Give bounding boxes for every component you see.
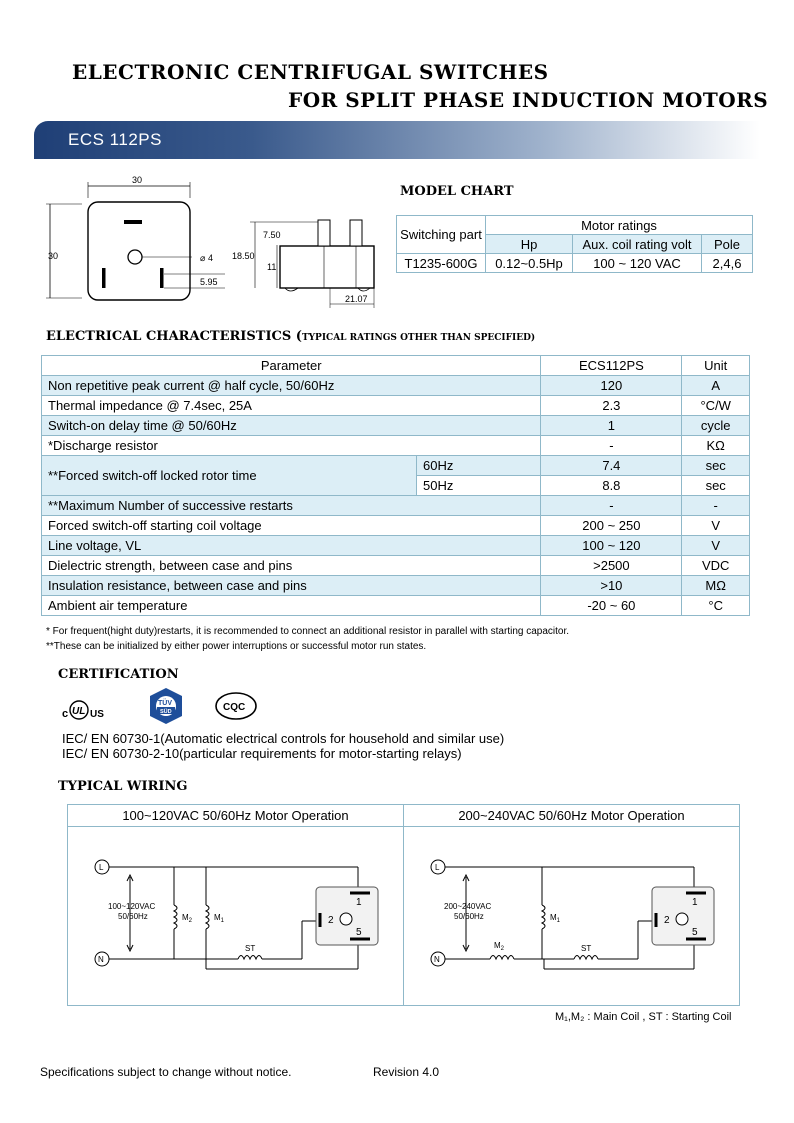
footnote-1: * For frequent(hight duty)restarts, it is recommended to connect an additional resistor in parallel with starting capacitor. xyxy=(46,626,570,637)
svg-text:200~240VAC: 200~240VAC xyxy=(444,902,492,911)
table-row: Line voltage, VL 100 ~ 120 V xyxy=(42,536,750,556)
svg-text:⌀: ⌀ xyxy=(200,253,206,263)
wiring-heading: TYPICAL WIRING xyxy=(58,779,188,794)
hdr-value: ECS112PS xyxy=(541,356,682,376)
wiring-legend: M₁,M₂ : Main Coil , ST : Starting Coil xyxy=(555,1011,732,1023)
table-row: Insulation resistance, between case and pins >10 MΩ xyxy=(42,576,750,596)
dim-750-label: 7.50 xyxy=(263,230,281,240)
svg-text:SÜD: SÜD xyxy=(160,709,172,715)
col-aux: Aux. coil rating volt xyxy=(573,235,702,254)
tuv-logo xyxy=(150,688,182,724)
svg-text:M2: $M_2$ xyxy=(494,941,505,952)
dim-11-label: 11 xyxy=(267,262,277,272)
svg-text:US: US xyxy=(90,709,104,720)
wiring-frame xyxy=(67,804,740,1006)
hdr-parameter: Parameter xyxy=(42,356,541,376)
svg-text:100~120VAC: 100~120VAC xyxy=(108,902,156,911)
svg-text:CQC: CQC xyxy=(223,702,246,713)
cqc-logo xyxy=(216,693,256,719)
svg-text:1: 1 xyxy=(692,897,698,908)
table-row: Dielectric strength, between case and pins >2500 VDC xyxy=(42,556,750,576)
col-pole: Pole xyxy=(702,235,753,254)
model-chart-table xyxy=(396,215,753,273)
cell-aux: 100 ~ 120 VAC xyxy=(573,254,702,273)
svg-text:ST: ST xyxy=(245,944,256,953)
col-motor-ratings: Motor ratings xyxy=(486,216,753,235)
svg-text:2: 2 xyxy=(328,915,334,926)
certification-logos xyxy=(60,686,270,726)
certification-heading: CERTIFICATION xyxy=(58,667,179,682)
standard-2: IEC/ EN 60730-2-10(particular requirements for motor-starting relays) xyxy=(62,746,462,761)
col-hp: Hp xyxy=(486,235,573,254)
model-banner xyxy=(34,121,760,159)
dimension-drawing xyxy=(40,170,385,310)
title-line-2: FOR SPLIT PHASE INDUCTION MOTORS xyxy=(288,88,769,112)
table-row: 50Hz 8.8 sec xyxy=(42,476,750,496)
right-wiring-diagram xyxy=(424,845,724,975)
title-line-1: ELECTRONIC CENTRIFUGAL SWITCHES xyxy=(72,60,549,84)
svg-text:M2: $M_2$ xyxy=(182,913,193,924)
svg-text:L: L xyxy=(99,863,104,872)
svg-text:5: 5 xyxy=(356,927,362,938)
footer-notice: Specifications subject to change without notice. xyxy=(40,1065,292,1079)
cell-part: T1235-600G xyxy=(397,254,486,273)
table-row: Non repetitive peak current @ half cycle, 50/60Hz 120 A xyxy=(42,376,750,396)
table-row: Thermal impedance @ 7.4sec, 25A 2.3 °C/W xyxy=(42,396,750,416)
ul-logo xyxy=(62,701,104,720)
svg-text:M1: $M_1$ xyxy=(214,913,225,924)
table-row: **Maximum Number of successive restarts - - xyxy=(42,496,750,516)
cell-hp: 0.12~0.5Hp xyxy=(486,254,573,273)
footnote-2: **These can be initialized by either power interruptions or successful motor run states. xyxy=(46,641,427,652)
svg-text:50/60Hz: 50/60Hz xyxy=(118,912,148,921)
footer-revision: Revision 4.0 xyxy=(373,1065,440,1079)
dim-width-label: 30 xyxy=(132,175,143,185)
svg-text:L: L xyxy=(435,863,440,872)
table-row: **Forced switch-off locked rotor time 60Hz 7.4 sec xyxy=(42,456,750,476)
svg-text:TÜV: TÜV xyxy=(158,700,172,707)
svg-text:ST: ST xyxy=(581,944,592,953)
switch-body-side xyxy=(280,246,374,288)
model-chart-heading: MODEL CHART xyxy=(400,184,514,199)
left-wiring-diagram xyxy=(88,845,388,975)
standard-1: IEC/ EN 60730-1(Automatic electrical controls for household and similar use) xyxy=(62,731,505,746)
svg-text:N: N xyxy=(98,955,104,964)
svg-text:N: N xyxy=(434,955,440,964)
cell-pole: 2,4,6 xyxy=(702,254,753,273)
svg-text:c: c xyxy=(62,708,69,720)
table-row: Ambient air temperature -20 ~ 60 °C xyxy=(42,596,750,616)
table-row: Forced switch-off starting coil voltage 200 ~ 250 V xyxy=(42,516,750,536)
dim-height-label: 30 xyxy=(48,251,59,261)
right-wiring-title: 200~240VAC 50/60Hz Motor Operation xyxy=(458,808,685,823)
electrical-table xyxy=(41,355,750,616)
svg-text:M1: $M_1$ xyxy=(550,913,561,924)
left-wiring-title: 100~120VAC 50/60Hz Motor Operation xyxy=(122,808,349,823)
svg-text:2: 2 xyxy=(664,915,670,926)
electrical-heading: ELECTRICAL CHARACTERISTICS (TYPICAL RATINGS OTHER THAN SPECIFIED) xyxy=(46,329,536,344)
dim-diam-label: 4 xyxy=(208,253,214,263)
dim-2107-label: 21.07 xyxy=(345,294,368,304)
model-name: ECS 112PS xyxy=(68,130,162,149)
svg-text:1: 1 xyxy=(356,897,362,908)
col-switching-part: Switching part xyxy=(397,216,486,254)
dim-1850-label: 18.50 xyxy=(232,251,255,261)
table-row: *Discharge resistor - KΩ xyxy=(42,436,750,456)
table-row: Switch-on delay time @ 50/60Hz 1 cycle xyxy=(42,416,750,436)
svg-text:50/60Hz: 50/60Hz xyxy=(454,912,484,921)
svg-text:5: 5 xyxy=(692,927,698,938)
hdr-unit: Unit xyxy=(682,356,750,376)
dim-595-label: 5.95 xyxy=(200,277,218,287)
svg-text:UL: UL xyxy=(72,706,86,717)
